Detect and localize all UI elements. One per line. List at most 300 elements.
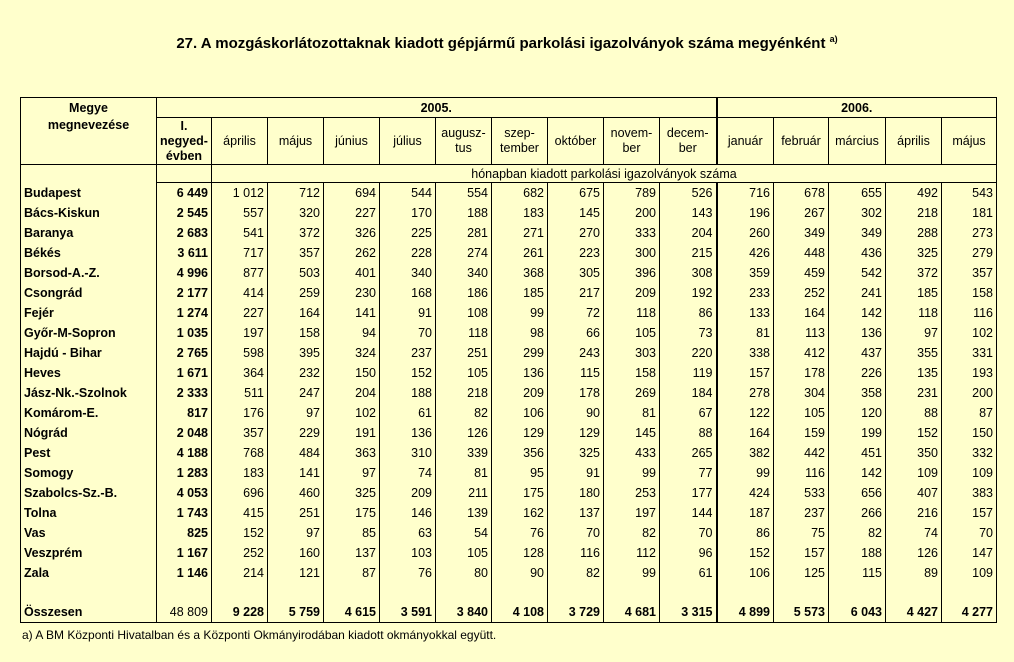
month-value: 368 — [492, 263, 548, 283]
month-value: 159 — [774, 423, 829, 443]
month-value: 109 — [942, 463, 997, 483]
month-value: 448 — [774, 243, 829, 263]
month-value: 484 — [268, 443, 324, 463]
month-value: 95 — [492, 463, 548, 483]
month-value: 75 — [774, 523, 829, 543]
month-value: 325 — [548, 443, 604, 463]
month-header-2005 — [380, 118, 436, 165]
month-value: 265 — [660, 443, 717, 463]
month-value: 119 — [660, 363, 717, 383]
month-value: 150 — [324, 363, 380, 383]
month-value: 126 — [436, 423, 492, 443]
month-value: 227 — [324, 203, 380, 223]
month-header-line: szep- — [504, 126, 535, 140]
month-value: 209 — [604, 283, 660, 303]
month-value: 541 — [212, 223, 268, 243]
table-body — [21, 183, 997, 623]
month-value: 91 — [380, 303, 436, 323]
table-title — [0, 34, 1014, 52]
spacer-cell — [886, 583, 942, 601]
spacer-cell — [157, 583, 212, 601]
month-value: 554 — [436, 183, 492, 204]
month-value: 382 — [717, 443, 774, 463]
month-header-line: július — [393, 133, 422, 148]
month-value: 141 — [268, 463, 324, 483]
county-name: Somogy — [21, 463, 157, 483]
year-2005-header: 2005. — [157, 98, 717, 118]
month-value: 99 — [717, 463, 774, 483]
month-value: 215 — [660, 243, 717, 263]
month-value: 170 — [380, 203, 436, 223]
month-value: 106 — [492, 403, 548, 423]
month-value: 98 — [492, 323, 548, 343]
month-value: 372 — [268, 223, 324, 243]
month-value: 99 — [604, 463, 660, 483]
month-value: 61 — [660, 563, 717, 583]
table-row — [21, 343, 997, 363]
month-value: 183 — [492, 203, 548, 223]
month-value: 356 — [492, 443, 548, 463]
q1-header-spacer — [157, 165, 212, 183]
month-value: 143 — [660, 203, 717, 223]
month-value: 125 — [774, 563, 829, 583]
month-value: 115 — [548, 363, 604, 383]
county-name: Heves — [21, 363, 157, 383]
month-value: 4 108 — [492, 601, 548, 623]
q1-value: 6 449 — [157, 183, 212, 204]
month-value: 266 — [829, 503, 886, 523]
month-value: 150 — [942, 423, 997, 443]
month-value: 383 — [942, 483, 997, 503]
month-value: 789 — [604, 183, 660, 204]
month-value: 716 — [717, 183, 774, 204]
month-value: 67 — [660, 403, 717, 423]
month-value: 492 — [886, 183, 942, 204]
month-value: 598 — [212, 343, 268, 363]
county-name: Veszprém — [21, 543, 157, 563]
month-header-line: tember — [500, 141, 539, 155]
month-value: 340 — [380, 263, 436, 283]
table-row — [21, 383, 997, 403]
month-value: 116 — [942, 303, 997, 323]
month-value: 97 — [886, 323, 942, 343]
month-value: 88 — [886, 403, 942, 423]
month-value: 135 — [886, 363, 942, 383]
month-value: 712 — [268, 183, 324, 204]
county-name: Pest — [21, 443, 157, 463]
month-value: 237 — [774, 503, 829, 523]
month-value: 237 — [380, 343, 436, 363]
month-value: 682 — [492, 183, 548, 204]
month-value: 158 — [268, 323, 324, 343]
month-value: 82 — [548, 563, 604, 583]
month-value: 4 899 — [717, 601, 774, 623]
month-value: 325 — [886, 243, 942, 263]
month-value: 115 — [829, 563, 886, 583]
month-value: 656 — [829, 483, 886, 503]
month-value: 204 — [324, 383, 380, 403]
month-header-line: május — [278, 133, 313, 148]
month-value: 158 — [604, 363, 660, 383]
month-value: 160 — [268, 543, 324, 563]
month-value: 192 — [660, 283, 717, 303]
month-value: 358 — [829, 383, 886, 403]
month-value: 99 — [492, 303, 548, 323]
month-value: 66 — [548, 323, 604, 343]
month-value: 396 — [604, 263, 660, 283]
q1-header-line2: negyed- — [160, 133, 208, 148]
month-value: 137 — [324, 543, 380, 563]
month-value: 136 — [829, 323, 886, 343]
month-value: 199 — [829, 423, 886, 443]
spacer-cell — [660, 583, 717, 601]
month-value: 241 — [829, 283, 886, 303]
month-value: 9 228 — [212, 601, 268, 623]
table-row — [21, 503, 997, 523]
month-value: 164 — [774, 303, 829, 323]
title-text: 27. A mozgáskorlátozottaknak kiadott gépjármű parkolási igazolványok száma megyénként — [176, 35, 826, 52]
table-row — [21, 243, 997, 263]
month-value: 72 — [548, 303, 604, 323]
month-value: 136 — [492, 363, 548, 383]
county-name: Nógrád — [21, 423, 157, 443]
month-value: 261 — [492, 243, 548, 263]
month-value: 262 — [324, 243, 380, 263]
month-value: 86 — [660, 303, 717, 323]
month-value: 118 — [436, 323, 492, 343]
month-value: 225 — [380, 223, 436, 243]
month-value: 157 — [942, 503, 997, 523]
month-value: 186 — [436, 283, 492, 303]
month-header-line: tus — [455, 141, 472, 155]
month-header-2005 — [492, 118, 548, 165]
q1-value: 1 274 — [157, 303, 212, 323]
month-value: 118 — [886, 303, 942, 323]
month-value: 105 — [436, 543, 492, 563]
month-value: 395 — [268, 343, 324, 363]
q1-value: 1 283 — [157, 463, 212, 483]
month-value: 273 — [942, 223, 997, 243]
month-value: 357 — [942, 263, 997, 283]
month-value: 97 — [268, 403, 324, 423]
month-value: 122 — [717, 403, 774, 423]
month-value: 116 — [548, 543, 604, 563]
q1-header-line1: I. — [180, 118, 188, 133]
q1-value: 3 611 — [157, 243, 212, 263]
month-value: 129 — [548, 423, 604, 443]
month-value: 305 — [548, 263, 604, 283]
month-value: 108 — [436, 303, 492, 323]
table-row — [21, 323, 997, 343]
month-header-line: június — [335, 133, 368, 148]
month-value: 251 — [268, 503, 324, 523]
county-name: Bács-Kiskun — [21, 203, 157, 223]
county-name: Fejér — [21, 303, 157, 323]
month-value: 146 — [380, 503, 436, 523]
month-value: 5 759 — [268, 601, 324, 623]
month-value: 204 — [660, 223, 717, 243]
county-name: Összesen — [21, 601, 157, 623]
month-value: 102 — [324, 403, 380, 423]
month-value: 320 — [268, 203, 324, 223]
month-value: 80 — [436, 563, 492, 583]
month-value: 142 — [829, 463, 886, 483]
month-value: 105 — [436, 363, 492, 383]
month-value: 157 — [774, 543, 829, 563]
month-value: 220 — [660, 343, 717, 363]
month-value: 82 — [604, 523, 660, 543]
county-header — [21, 98, 157, 165]
month-value: 54 — [436, 523, 492, 543]
month-value: 243 — [548, 343, 604, 363]
month-value: 359 — [717, 263, 774, 283]
month-value: 401 — [324, 263, 380, 283]
month-value: 269 — [604, 383, 660, 403]
month-value: 157 — [717, 363, 774, 383]
month-value: 717 — [212, 243, 268, 263]
month-value: 412 — [774, 343, 829, 363]
month-header-line: október — [554, 133, 597, 148]
q1-header — [157, 118, 212, 165]
month-value: 196 — [717, 203, 774, 223]
month-value: 139 — [436, 503, 492, 523]
month-header-line: augusz- — [441, 126, 486, 140]
month-value: 6 043 — [829, 601, 886, 623]
month-value: 70 — [548, 523, 604, 543]
county-name: Győr-M-Sopron — [21, 323, 157, 343]
month-value: 168 — [380, 283, 436, 303]
month-value: 191 — [324, 423, 380, 443]
month-value: 133 — [717, 303, 774, 323]
month-header-2005 — [324, 118, 380, 165]
month-value: 152 — [886, 423, 942, 443]
month-value: 308 — [660, 263, 717, 283]
month-value: 177 — [660, 483, 717, 503]
month-value: 106 — [717, 563, 774, 583]
month-value: 145 — [604, 423, 660, 443]
total-row — [21, 601, 997, 623]
month-value: 158 — [942, 283, 997, 303]
month-value: 247 — [268, 383, 324, 403]
month-value: 109 — [886, 463, 942, 483]
month-value: 338 — [717, 343, 774, 363]
month-header-2005 — [660, 118, 717, 165]
month-value: 260 — [717, 223, 774, 243]
month-value: 136 — [380, 423, 436, 443]
q1-header-line3: évben — [165, 148, 203, 163]
month-value: 70 — [380, 323, 436, 343]
table-row — [21, 443, 997, 463]
spacer-cell — [212, 583, 268, 601]
month-value: 142 — [829, 303, 886, 323]
county-name: Jász-Nk.-Szolnok — [21, 383, 157, 403]
county-header-line2: megnevezése — [47, 118, 130, 132]
month-value: 3 840 — [436, 601, 492, 623]
month-value: 164 — [717, 423, 774, 443]
month-value: 231 — [886, 383, 942, 403]
month-value: 176 — [212, 403, 268, 423]
table-row — [21, 283, 997, 303]
spacer-cell — [380, 583, 436, 601]
month-value: 178 — [548, 383, 604, 403]
month-value: 339 — [436, 443, 492, 463]
month-value: 128 — [492, 543, 548, 563]
month-value: 129 — [492, 423, 548, 443]
month-value: 188 — [436, 203, 492, 223]
county-name: Baranya — [21, 223, 157, 243]
month-value: 103 — [380, 543, 436, 563]
county-name: Szabolcs-Sz.-B. — [21, 483, 157, 503]
q1-value: 825 — [157, 523, 212, 543]
month-value: 217 — [548, 283, 604, 303]
month-value: 90 — [548, 403, 604, 423]
month-value: 180 — [548, 483, 604, 503]
month-header-2006: március — [829, 118, 886, 165]
county-name: Tolna — [21, 503, 157, 523]
month-value: 557 — [212, 203, 268, 223]
table-row — [21, 483, 997, 503]
month-value: 407 — [886, 483, 942, 503]
month-value: 451 — [829, 443, 886, 463]
month-value: 303 — [604, 343, 660, 363]
month-value: 252 — [774, 283, 829, 303]
month-header-2005 — [436, 118, 492, 165]
month-value: 227 — [212, 303, 268, 323]
month-header-line: ber — [622, 141, 641, 155]
month-value: 85 — [324, 523, 380, 543]
month-value: 252 — [212, 543, 268, 563]
county-header-line1: Megye — [69, 101, 108, 115]
month-value: 77 — [660, 463, 717, 483]
county-name: Budapest — [21, 183, 157, 204]
table-row — [21, 563, 997, 583]
month-value: 223 — [548, 243, 604, 263]
month-value: 768 — [212, 443, 268, 463]
month-value: 302 — [829, 203, 886, 223]
month-value: 5 573 — [774, 601, 829, 623]
month-value: 74 — [380, 463, 436, 483]
table-row — [21, 303, 997, 323]
footnote: a) A BM Központi Hivatalban és a Központi Okmányirodában kiadott okmányokkal együtt. — [22, 628, 497, 642]
month-value: 216 — [886, 503, 942, 523]
month-value: 81 — [604, 403, 660, 423]
month-value: 340 — [436, 263, 492, 283]
month-value: 147 — [942, 543, 997, 563]
spacer-row — [21, 583, 997, 601]
month-value: 3 315 — [660, 601, 717, 623]
month-value: 86 — [717, 523, 774, 543]
month-value: 74 — [886, 523, 942, 543]
q1-value: 48 809 — [157, 601, 212, 623]
month-value: 230 — [324, 283, 380, 303]
month-value: 414 — [212, 283, 268, 303]
month-value: 82 — [436, 403, 492, 423]
data-table — [20, 97, 997, 623]
month-header-2006: január — [717, 118, 774, 165]
table-row — [21, 543, 997, 563]
month-value: 271 — [492, 223, 548, 243]
month-value: 197 — [212, 323, 268, 343]
county-name: Vas — [21, 523, 157, 543]
month-header-2006: május — [942, 118, 997, 165]
month-value: 70 — [942, 523, 997, 543]
month-value: 97 — [324, 463, 380, 483]
month-value: 188 — [380, 383, 436, 403]
sub-caption: hónapban kiadott parkolási igazolványok száma — [212, 165, 997, 183]
month-value: 112 — [604, 543, 660, 563]
month-value: 109 — [942, 563, 997, 583]
month-header-line: novem- — [610, 126, 653, 140]
q1-value: 2 683 — [157, 223, 212, 243]
month-value: 4 277 — [942, 601, 997, 623]
month-value: 187 — [717, 503, 774, 523]
month-value: 209 — [380, 483, 436, 503]
county-name: Csongrád — [21, 283, 157, 303]
month-value: 81 — [717, 323, 774, 343]
month-value: 188 — [829, 543, 886, 563]
month-value: 363 — [324, 443, 380, 463]
table-row — [21, 423, 997, 443]
q1-value: 1 167 — [157, 543, 212, 563]
month-value: 325 — [324, 483, 380, 503]
month-value: 433 — [604, 443, 660, 463]
spacer-cell — [604, 583, 660, 601]
month-value: 164 — [268, 303, 324, 323]
month-value: 310 — [380, 443, 436, 463]
month-value: 116 — [774, 463, 829, 483]
month-value: 299 — [492, 343, 548, 363]
month-value: 542 — [829, 263, 886, 283]
month-value: 279 — [942, 243, 997, 263]
q1-value: 2 048 — [157, 423, 212, 443]
month-value: 233 — [717, 283, 774, 303]
month-value: 350 — [886, 443, 942, 463]
spacer-cell — [942, 583, 997, 601]
month-value: 82 — [829, 523, 886, 543]
q1-value: 4 053 — [157, 483, 212, 503]
month-value: 126 — [886, 543, 942, 563]
q1-value: 817 — [157, 403, 212, 423]
month-value: 218 — [886, 203, 942, 223]
month-value: 87 — [942, 403, 997, 423]
month-value: 424 — [717, 483, 774, 503]
month-value: 91 — [548, 463, 604, 483]
month-value: 70 — [660, 523, 717, 543]
month-value: 694 — [324, 183, 380, 204]
title-footnote-mark: a) — [829, 34, 838, 44]
county-name: Hajdú - Bihar — [21, 343, 157, 363]
month-value: 526 — [660, 183, 717, 204]
month-value: 877 — [212, 263, 268, 283]
month-value: 1 012 — [212, 183, 268, 204]
month-value: 105 — [774, 403, 829, 423]
month-value: 94 — [324, 323, 380, 343]
month-header-2005 — [268, 118, 324, 165]
month-value: 200 — [942, 383, 997, 403]
month-value: 331 — [942, 343, 997, 363]
month-value: 274 — [436, 243, 492, 263]
county-header-spacer — [21, 165, 157, 183]
month-value: 655 — [829, 183, 886, 204]
year-2006-header: 2006. — [717, 98, 997, 118]
month-value: 178 — [774, 363, 829, 383]
month-value: 181 — [942, 203, 997, 223]
month-value: 144 — [660, 503, 717, 523]
county-name: Zala — [21, 563, 157, 583]
month-value: 152 — [717, 543, 774, 563]
month-value: 3 591 — [380, 601, 436, 623]
county-name: Békés — [21, 243, 157, 263]
